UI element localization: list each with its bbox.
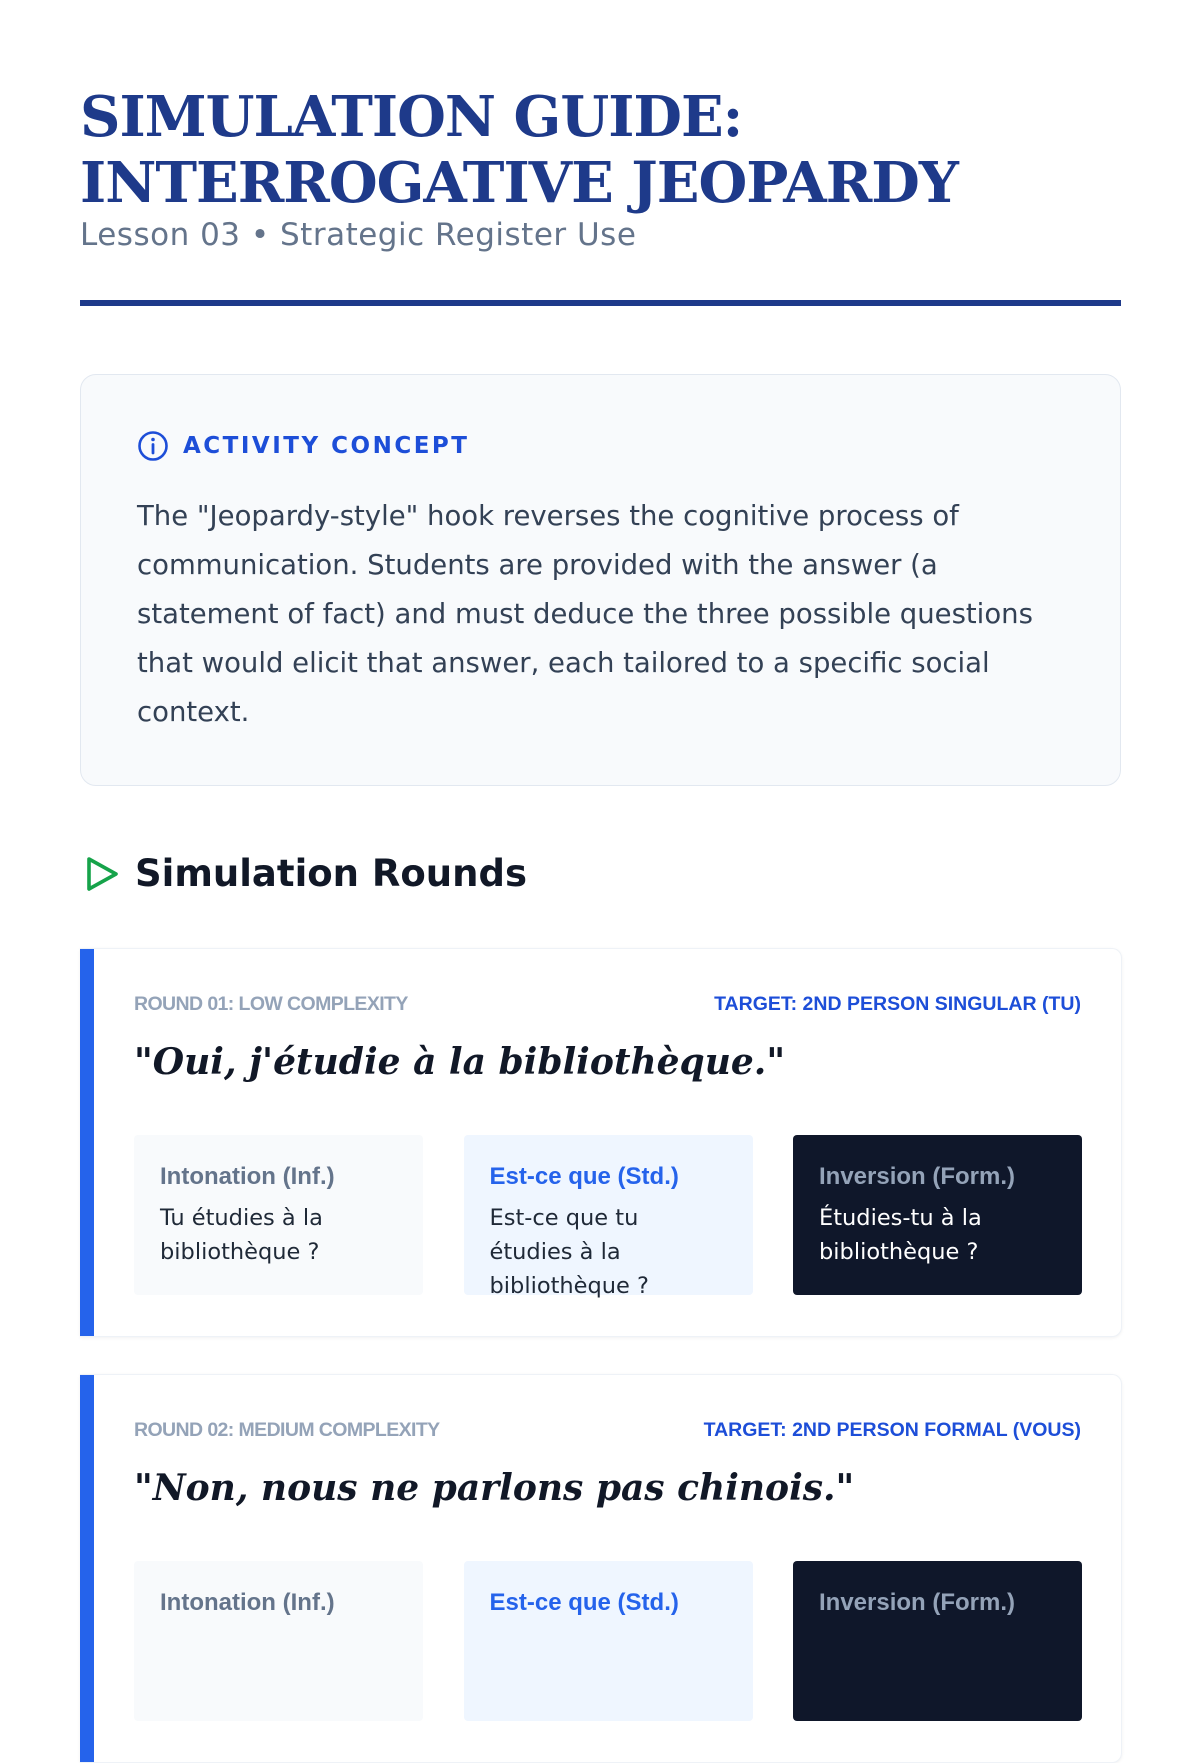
option-title: Intonation (Inf.) xyxy=(160,1589,335,1616)
round-label: ROUND 01: LOW COMPLEXITY xyxy=(134,993,408,1015)
option-title: Est-ce que (Std.) xyxy=(489,1589,679,1616)
option-title: Est-ce que (Std.) xyxy=(489,1163,679,1190)
question-options xyxy=(134,1135,1082,1299)
concept-label: ACTIVITY CONCEPT xyxy=(183,433,470,459)
round-label: ROUND 02: MEDIUM COMPLEXITY xyxy=(134,1419,440,1441)
play-icon xyxy=(83,854,121,894)
page-subtitle: Lesson 03 • Strategic Register Use xyxy=(80,217,637,253)
round-target: TARGET: 2ND PERSON SINGULAR (TU) xyxy=(714,993,1081,1015)
option-inversion xyxy=(793,1135,1082,1295)
option-title: Inversion (Form.) xyxy=(819,1163,1016,1190)
title-line-2: INTERROGATIVE JEOPARDY xyxy=(80,150,958,216)
round-answer: "Non, nous ne parlons pas chinois." xyxy=(134,1467,855,1509)
section-header xyxy=(83,852,527,895)
round-target: TARGET: 2ND PERSON FORMAL (VOUS) xyxy=(703,1419,1081,1441)
option-title: Inversion (Form.) xyxy=(819,1589,1016,1616)
round-card xyxy=(80,948,1122,1337)
concept-header xyxy=(137,430,469,462)
option-inversion xyxy=(793,1561,1082,1721)
activity-concept-card xyxy=(80,374,1121,786)
concept-description: The "Jeopardy-style" hook reverses the cognitive process of communication. Students are provided with the answer (a statement of fact) and must deduce the three possible questions that would elicit that answer, each tailored to a specific social context. xyxy=(137,500,1033,728)
option-question: Est-ce que tu étudies à la bibliothèque ? xyxy=(489,1205,649,1299)
section-title: Simulation Rounds xyxy=(135,852,527,895)
header-divider xyxy=(80,300,1121,306)
info-icon xyxy=(137,430,169,462)
title-line-1: SIMULATION GUIDE: xyxy=(80,84,743,150)
page-title xyxy=(80,84,1120,216)
option-question: Étudies-tu à la bibliothèque ? xyxy=(819,1205,982,1265)
round-answer: "Oui, j'étudie à la bibliothèque." xyxy=(134,1041,786,1083)
option-intonation xyxy=(134,1135,423,1295)
option-est-ce-que xyxy=(464,1135,753,1299)
option-question: Tu étudies à la bibliothèque ? xyxy=(160,1205,323,1265)
option-title: Intonation (Inf.) xyxy=(160,1163,335,1190)
option-intonation xyxy=(134,1561,423,1721)
question-options xyxy=(134,1561,1082,1721)
option-est-ce-que xyxy=(464,1561,753,1721)
round-card xyxy=(80,1374,1122,1763)
